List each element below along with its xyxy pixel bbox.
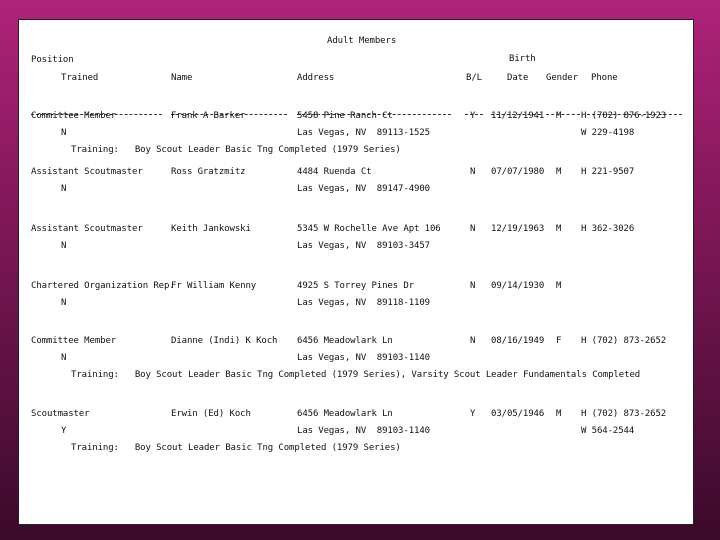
member-position: Scoutmaster <box>31 409 90 419</box>
member-name: Ross Gratzmitz <box>171 167 246 177</box>
member-address-line1: 6456 Meadowlark Ln <box>297 336 393 346</box>
member-gender: M <box>556 409 562 419</box>
member-training: Training: Boy Scout Leader Basic Tng Completed (1979 Series) <box>71 145 401 155</box>
member-bl: N <box>470 224 476 234</box>
header-bl: B/L <box>466 73 482 83</box>
member-address-line1: 6456 Meadowlark Ln <box>297 409 393 419</box>
member-gender: M <box>556 281 562 291</box>
member-training: Training: Boy Scout Leader Basic Tng Completed (1979 Series), Varsity Scout Leader Fundamentals Completed <box>71 370 641 380</box>
header-rule <box>546 114 580 115</box>
member-birth-date: 11/12/1941 <box>491 111 545 121</box>
member-training: Training: Boy Scout Leader Basic Tng Completed (1979 Series) <box>71 443 401 453</box>
member-bl: N <box>470 281 476 291</box>
member-birth-date: 07/07/1980 <box>491 167 545 177</box>
member-bl: N <box>470 336 476 346</box>
member-address-line2: Las Vegas, NV 89147-4900 <box>297 184 430 194</box>
header-position: Position <box>31 55 74 65</box>
member-birth-date: 03/05/1946 <box>491 409 545 419</box>
member-trained: N <box>61 298 67 308</box>
member-trained: N <box>61 353 67 363</box>
header-date: Date <box>507 73 529 83</box>
member-gender: M <box>556 224 562 234</box>
member-phone-primary: H (702) 876-1923 <box>581 111 667 121</box>
member-position: Committee Member <box>31 336 117 346</box>
member-name: Frank A Barker <box>171 111 246 121</box>
member-address-line2: Las Vegas, NV 89113-1525 <box>297 128 430 138</box>
member-address-line1: 4484 Ruenda Ct <box>297 167 372 177</box>
member-trained: N <box>61 184 67 194</box>
member-name: Erwin (Ed) Koch <box>171 409 251 419</box>
member-address-line2: Las Vegas, NV 89103-1140 <box>297 353 430 363</box>
member-phone-primary: H (702) 873-2652 <box>581 409 667 419</box>
member-address-line1: 5458 Pine Ranch Ct <box>297 111 393 121</box>
member-address-line1: 5345 W Rochelle Ave Apt 106 <box>297 224 441 234</box>
member-phone-secondary: W 229-4198 <box>581 128 635 138</box>
member-bl: N <box>470 167 476 177</box>
header-birth: Birth <box>509 54 536 64</box>
header-gender: Gender <box>546 73 578 83</box>
member-trained: Y <box>61 426 67 436</box>
member-birth-date: 12/19/1963 <box>491 224 545 234</box>
member-name: Dianne (Indi) K Koch <box>171 336 278 346</box>
member-gender: M <box>556 167 562 177</box>
header-name: Name <box>171 73 193 83</box>
member-birth-date: 08/16/1949 <box>491 336 545 346</box>
report-title: Adult Members <box>327 36 397 46</box>
member-position: Chartered Organization Rep. <box>31 281 175 291</box>
member-position: Assistant Scoutmaster <box>31 167 143 177</box>
header-address: Address <box>297 73 335 83</box>
member-position: Committee Member <box>31 111 117 121</box>
member-address-line2: Las Vegas, NV 89118-1109 <box>297 298 430 308</box>
member-name: Fr William Kenny <box>171 281 257 291</box>
member-bl: Y <box>470 409 476 419</box>
adult-members-report <box>18 19 694 525</box>
member-gender: F <box>556 336 562 346</box>
member-address-line2: Las Vegas, NV 89103-3457 <box>297 241 430 251</box>
member-phone-secondary: W 564-2544 <box>581 426 635 436</box>
member-trained: N <box>61 128 67 138</box>
member-position: Assistant Scoutmaster <box>31 224 143 234</box>
member-bl: Y <box>470 111 476 121</box>
member-phone-primary: H 221-9507 <box>581 167 635 177</box>
header-phone: Phone <box>591 73 618 83</box>
member-address-line2: Las Vegas, NV 89103-1140 <box>297 426 430 436</box>
member-trained: N <box>61 241 67 251</box>
header-trained: Trained <box>61 73 99 83</box>
member-birth-date: 09/14/1930 <box>491 281 545 291</box>
member-gender: M <box>556 111 562 121</box>
member-name: Keith Jankowski <box>171 224 251 234</box>
member-address-line1: 4925 S Torrey Pines Dr <box>297 281 415 291</box>
member-phone-primary: H (702) 873-2652 <box>581 336 667 346</box>
member-phone-primary: H 362-3026 <box>581 224 635 234</box>
